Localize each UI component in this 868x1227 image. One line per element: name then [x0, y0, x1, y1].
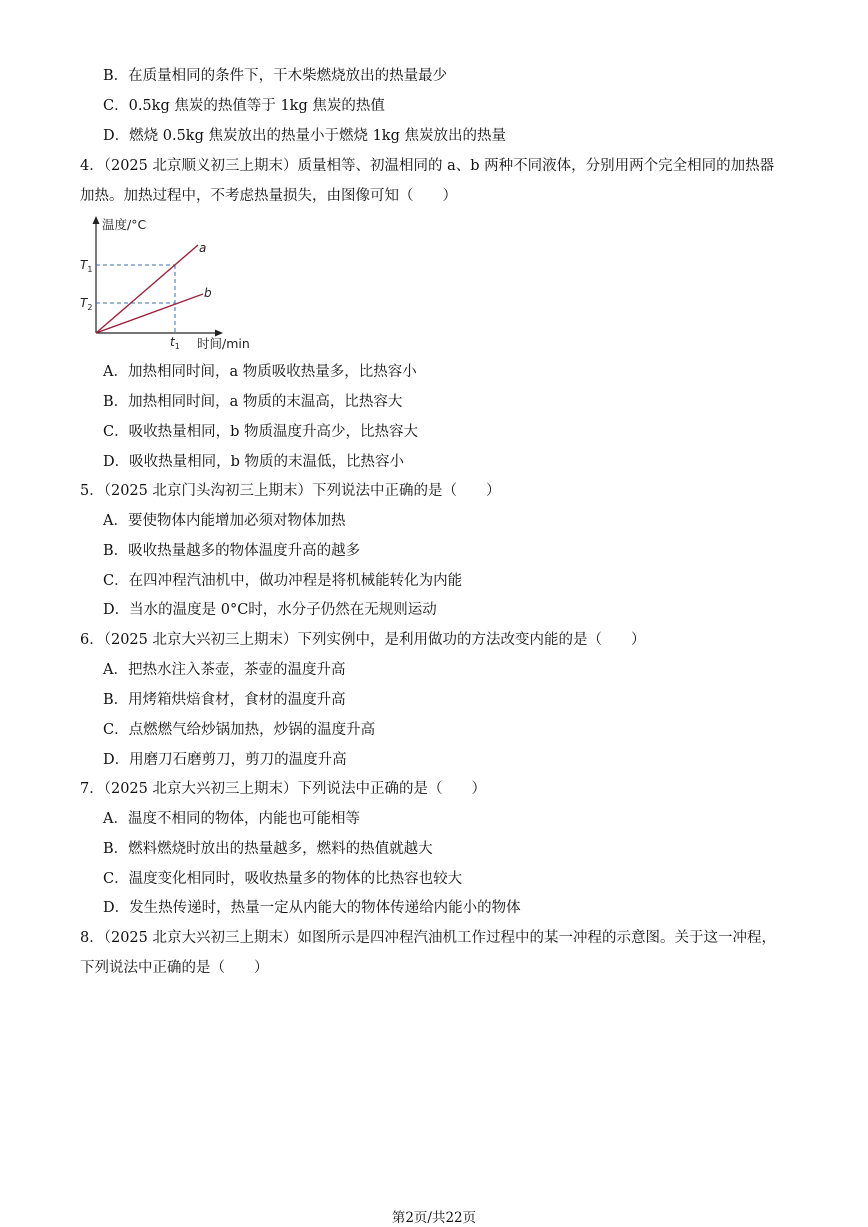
q7-option-d: D．发生热传递时，热量一定从内能大的物体传递给内能小的物体 [103, 900, 521, 916]
q4-option-b: B．加热相同时间，a 物质的末温高，比热容大 [103, 394, 403, 410]
y-axis-label: 温度/°C [102, 217, 147, 232]
q4-stem-line1: 4．（2025 北京顺义初三上期末）质量相等、初温相同的 a、b 两种不同液体，分别用两个完全相同的加热器 [80, 158, 775, 174]
q4-option-a: A．加热相同时间，a 物质吸收热量多，比热容小 [103, 364, 417, 380]
q6-option-b: B．用烤箱烘焙食材，食材的温度升高 [103, 692, 346, 708]
q7-option-a: A．温度不相同的物体，内能也可能相等 [103, 811, 360, 827]
prev-option-b: B．在质量相同的条件下，干木柴燃烧放出的热量最少 [103, 68, 448, 84]
q5-option-b: B．吸收热量越多的物体温度升高的越多 [103, 543, 361, 559]
prev-option-c: C．0.5kg 焦炭的热值等于 1kg 焦炭的热值 [103, 98, 385, 114]
time-t1-label: $t_1$ [170, 335, 180, 351]
line-b [96, 294, 203, 333]
y-axis-arrow [93, 216, 100, 224]
line-b-label: b [204, 286, 212, 300]
line-a [96, 245, 198, 333]
q4-temperature-time-graph [78, 213, 268, 353]
page-number: 第2页/共22页 [391, 1210, 477, 1226]
q5-option-d: D．当水的温度是 0°C时，水分子仍然在无规则运动 [103, 602, 437, 618]
q6-option-d: D．用磨刀石磨剪刀，剪刀的温度升高 [103, 752, 347, 768]
t2-label: $T_2$ [80, 296, 93, 312]
x-axis-label: 时间/min [197, 336, 250, 351]
q4-option-d: D．吸收热量相同，b 物质的末温低，比热容小 [103, 454, 405, 470]
q5-option-a: A．要使物体内能增加必须对物体加热 [103, 513, 346, 529]
line-a-label: a [199, 241, 207, 255]
t1-label: $T_1$ [80, 258, 93, 274]
q6-stem: 6．（2025 北京大兴初三上期末）下列实例中，是利用做功的方法改变内能的是（ ） [80, 632, 646, 648]
q7-option-c: C．温度变化相同时，吸收热量多的物体的比热容也较大 [103, 871, 463, 887]
q8-stem-line2: 下列说法中正确的是（ ） [80, 960, 269, 976]
q6-option-c: C．点燃燃气给炒锅加热，炒锅的温度升高 [103, 722, 376, 738]
q4-stem-line2: 加热。加热过程中，不考虑热量损失，由图像可知（ ） [80, 188, 457, 204]
q4-option-c: C．吸收热量相同，b 物质温度升高少，比热容大 [103, 424, 418, 440]
q8-stem-line1: 8．（2025 北京大兴初三上期末）如图所示是四冲程汽油机工作过程中的某一冲程的示意图。关于这一冲程， [80, 930, 776, 946]
q6-option-a: A．把热水注入茶壶，茶壶的温度升高 [103, 662, 346, 678]
q7-option-b: B．燃料燃烧时放出的热量越多，燃料的热值就越大 [103, 841, 433, 857]
q5-stem: 5．（2025 北京门头沟初三上期末）下列说法中正确的是（ ） [80, 483, 501, 499]
q5-option-c: C．在四冲程汽油机中，做功冲程是将机械能转化为内能 [103, 573, 463, 589]
prev-option-d: D．燃烧 0.5kg 焦炭放出的热量小于燃烧 1kg 焦炭放出的热量 [103, 128, 506, 144]
q7-stem: 7．（2025 北京大兴初三上期末）下列说法中正确的是（ ） [80, 781, 486, 797]
